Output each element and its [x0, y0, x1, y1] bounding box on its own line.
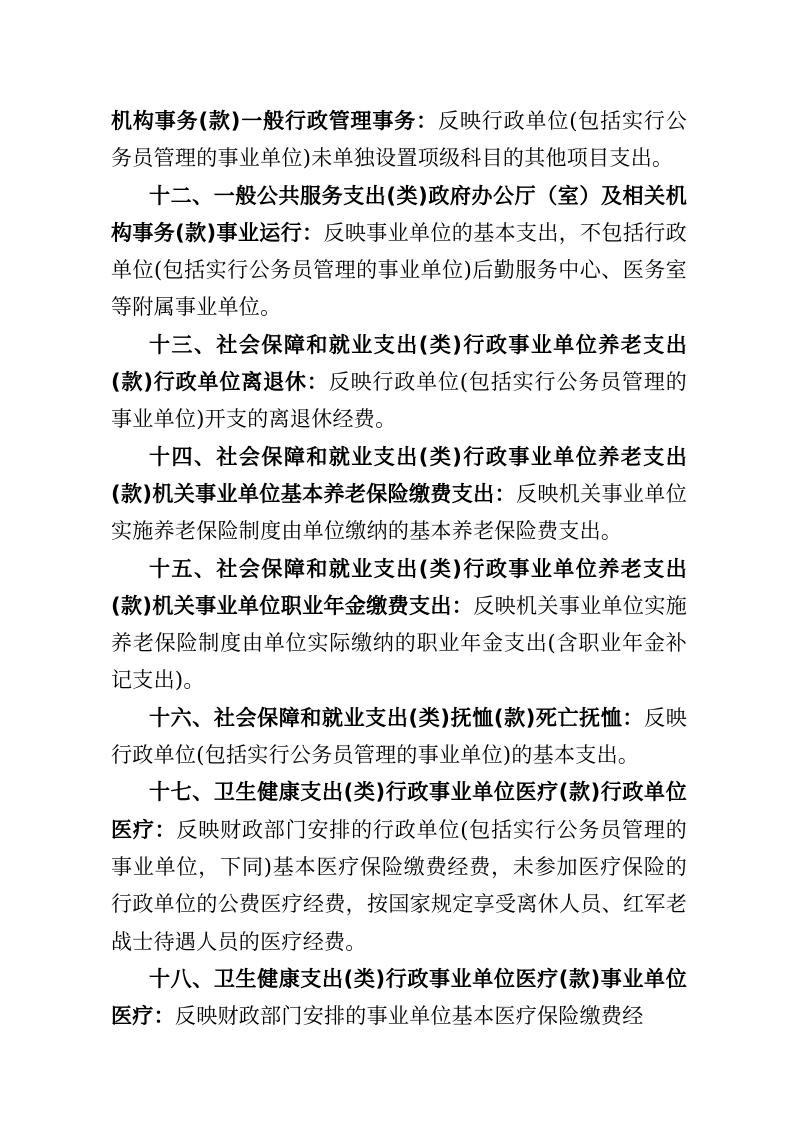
paragraph-label: 机构事务(款)一般行政管理事务：: [111, 109, 439, 133]
paragraph-label: 十三、社会保障和就业支出(类)行政事业单位养老支出(款)行政单位离退休：: [111, 332, 687, 395]
paragraph-text: 反映行政单位(包括实行公务员管理的事业单位)未单独设置项级科目的其他项目支出。: [111, 109, 688, 171]
paragraph-text: 反映财政部门安排的事业单位基本医疗保险缴费经: [174, 1004, 644, 1029]
paragraph-label: 十四、社会保障和就业支出(类)行政事业单位养老支出(款)机关事业单位基本养老保险缴费支出：: [111, 444, 687, 506]
paragraph: [111, 961, 687, 1036]
paragraph-text: 反映机关事业单位实施养老保险制度由单位缴纳的基本养老保险费支出。: [111, 481, 687, 544]
paragraph-text: 反映财政部门安排的行政单位(包括实行公务员管理的事业单位，下同)基本医疗保险缴费经费，未参加医疗保险的行政单位的公费医疗经费，按国家规定享受离休人员、红军老战士待遇人员的医疗经费。: [111, 817, 687, 954]
paragraph: [111, 700, 687, 775]
paragraph-text: 反映事业单位的基本支出，不包括行政单位(包括实行公务员管理的事业单位)后勤服务中心、医务室等附属事业单位。: [111, 220, 687, 320]
paragraph-label: 十七、卫生健康支出(类)行政事业单位医疗(款)行政单位医疗：: [111, 780, 687, 842]
paragraph: [111, 774, 687, 960]
paragraph-label: 十八、卫生健康支出(类)行政事业单位医疗(款)事业单位医疗：: [111, 966, 687, 1029]
paragraph-text: 反映行政单位(包括实行公务员管理的事业单位)开支的离退休经费。: [111, 370, 688, 432]
paragraph: [111, 103, 687, 178]
paragraph: [111, 551, 687, 700]
paragraph: [111, 178, 687, 327]
paragraph-text: 反映行政单位(包括实行公务员管理的事业单位)的基本支出。: [111, 705, 687, 768]
paragraph: [111, 439, 687, 551]
paragraph-text: 反映机关事业单位实施养老保险制度由单位实际缴纳的职业年金支出(含职业年金补记支出)。: [111, 593, 688, 693]
paragraph-label: 十六、社会保障和就业支出(类)抚恤(款)死亡抚恤：: [149, 705, 645, 730]
paragraph: [111, 327, 687, 439]
document-body: [111, 103, 687, 1035]
paragraph-label: 十二、一般公共服务支出(类)政府办公厅（室）及相关机构事务(款)事业运行：: [111, 183, 687, 245]
paragraph-label: 十五、社会保障和就业支出(类)行政事业单位养老支出(款)机关事业单位职业年金缴费支出：: [111, 556, 687, 618]
